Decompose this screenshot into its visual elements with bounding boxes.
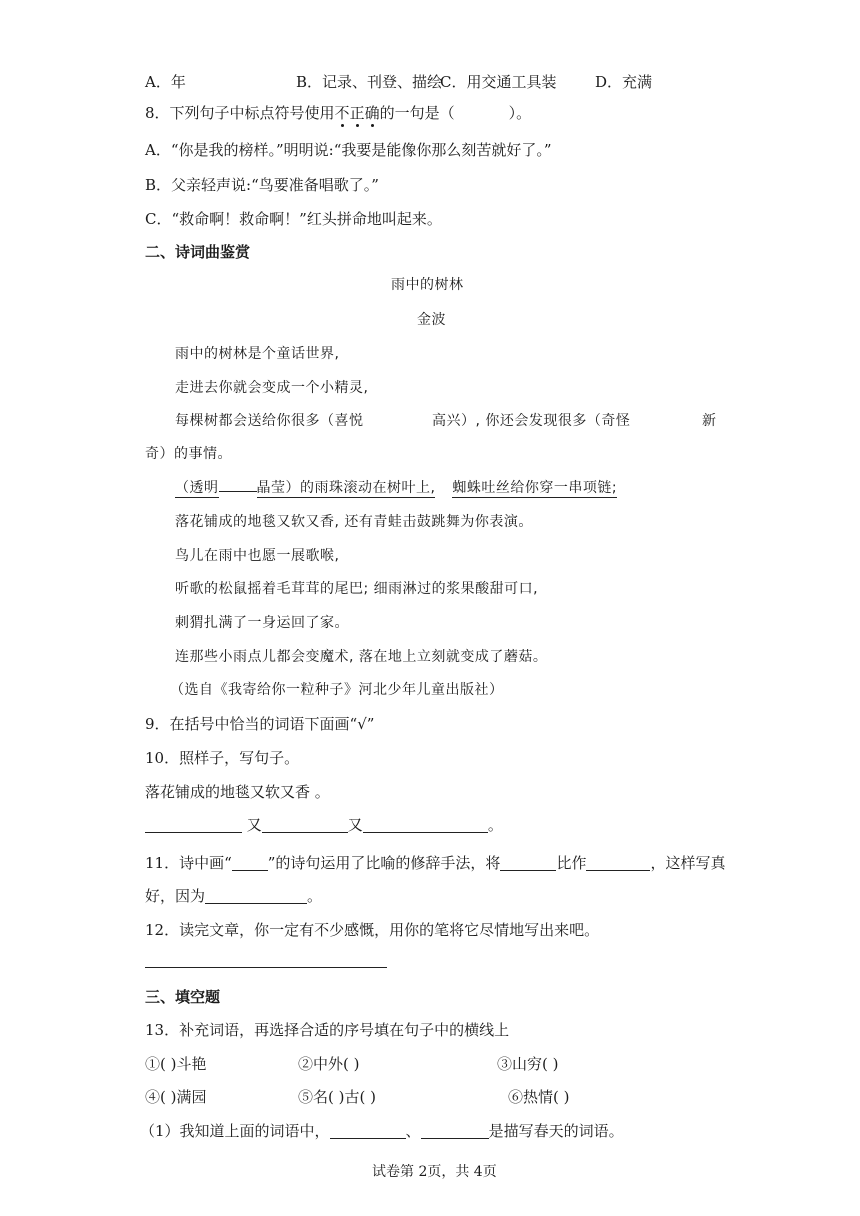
- question-8: [145, 103, 531, 123]
- poem-line-7: 听歌的松鼠摇着毛茸茸的尾巴; 细雨淋过的浆果酸甜可口,: [175, 581, 539, 597]
- word-item-6: ⑥热情( ): [508, 1088, 570, 1106]
- q10-answer-line: [145, 815, 503, 835]
- underline-sample: [232, 854, 268, 871]
- question-11-cont: [145, 886, 322, 906]
- section-3-heading: 三、填空题: [145, 988, 221, 1006]
- q8-suffix: 的一句是（: [379, 104, 455, 122]
- q13-sub-text: 是描写春天的词语。: [488, 1122, 624, 1140]
- q11-text: ”的诗句运用了比喻的修辞手法，将: [267, 854, 501, 872]
- answer-blank[interactable]: [330, 1122, 406, 1139]
- question-13: 13．补充词语，再选择合适的序号填在句子中的横线上: [145, 1021, 510, 1039]
- poem-line-8: 刺猬扎满了一身运回了家。: [175, 615, 349, 631]
- q12-answer-line[interactable]: [145, 967, 387, 968]
- underlined-gap: [219, 490, 257, 492]
- answer-blank[interactable]: [205, 887, 307, 904]
- poem-line-5: 落花铺成的地毯又软又香, 还有青蛙击鼓跳舞为你表演。: [175, 514, 533, 530]
- answer-blank[interactable]: [500, 854, 556, 871]
- q8-close: ）。: [508, 104, 532, 122]
- q10-end: 。: [487, 816, 503, 834]
- poem-line-3d: 奇）的事情。: [145, 446, 232, 462]
- answer-blank[interactable]: [586, 854, 650, 871]
- underlined-text: 晶莹）的雨珠滚动在树叶上,: [256, 480, 436, 496]
- q11-text: 好，因为: [145, 887, 206, 905]
- underlined-text: 蜘蛛吐丝给你穿一串项链;: [452, 480, 618, 496]
- word-item-3: ③山穷( ): [497, 1055, 559, 1073]
- emphasis-dot-char: 确: [364, 104, 380, 122]
- underlined-text: （透明: [175, 480, 219, 496]
- q8-option-a: A．“你是我的榜样。”明明说:“我要是能像你那么刻苦就好了。”: [145, 141, 552, 159]
- q7-option-d: D．充满: [595, 73, 653, 91]
- q7-option-b: B．记录、刊登、描绘: [296, 73, 443, 91]
- q13-sub-text: 、: [405, 1122, 421, 1140]
- page-footer: 试卷第 2页，共 4页: [372, 1164, 497, 1180]
- poem-line-6: 鸟儿在雨中也愿一展歌喉,: [175, 548, 340, 564]
- answer-blank[interactable]: [262, 816, 348, 833]
- answer-blank[interactable]: [363, 816, 488, 833]
- question-11: [145, 853, 725, 873]
- q8-option-b: B．父亲轻声说:“鸟要准备唱歌了。”: [145, 176, 379, 194]
- poem-title: 雨中的树林: [391, 277, 464, 293]
- q10-connector: 又: [347, 816, 363, 834]
- q10-example: 落花铺成的地毯又软又香 。: [145, 783, 330, 801]
- poem-line-9: 连那些小雨点儿都会变魔术, 落在地上立刻就变成了蘑菇。: [175, 649, 548, 665]
- q7-option-c: C．用交通工具装: [440, 73, 557, 91]
- emphasis-dot-char: 正: [349, 104, 365, 122]
- emphasis-dot-char: 不: [334, 104, 350, 122]
- poem-line-3c: 新: [702, 413, 717, 429]
- answer-blank[interactable]: [145, 816, 242, 833]
- word-item-4: ④( )满园: [145, 1088, 207, 1106]
- poem-line-1: 雨中的树林是个童话世界,: [175, 346, 340, 362]
- q13-sub-text: （1）我知道上面的词语中，: [140, 1122, 330, 1140]
- word-item-5: ⑤名( )古( ): [298, 1088, 376, 1106]
- question-9: 9．在括号中恰当的词语下面画“√”: [145, 715, 375, 733]
- question-12: 12．读完文章，你一定有不少感慨，用你的笔将它尽情地写出来吧。: [145, 921, 600, 939]
- poem-line-3b: 高兴）, 你还会发现很多（奇怪: [432, 413, 631, 429]
- q8-prefix: 8．下列句子中标点符号使用: [145, 104, 335, 122]
- poem-line-2: 走进去你就会变成一个小精灵,: [175, 380, 369, 396]
- section-2-heading: 二、诗词曲鉴赏: [145, 243, 251, 261]
- word-item-1: ①( )斗艳: [145, 1055, 207, 1073]
- q11-text: ，这样写真: [650, 854, 726, 872]
- q10-connector: 又: [246, 816, 262, 834]
- q8-option-c: C．“救命啊！救命啊！”红头拼命地叫起来。: [145, 210, 442, 228]
- q11-text: 。: [307, 887, 323, 905]
- q11-text: 11．诗中画“: [145, 854, 232, 872]
- question-10: 10．照样子，写句子。: [145, 749, 300, 767]
- poem-line-3a: 每棵树都会送给你很多（喜悦: [175, 413, 364, 429]
- poem-line-4: [175, 478, 617, 498]
- word-item-2: ②中外( ): [298, 1055, 360, 1073]
- poem-author: 金波: [417, 312, 446, 328]
- answer-blank[interactable]: [421, 1122, 489, 1139]
- poem-source: （选自《我寄给你一粒种子》河北少年儿童出版社）: [170, 682, 504, 698]
- q7-option-a: A．年: [145, 73, 186, 91]
- q13-sub-1: [140, 1121, 624, 1141]
- q11-text: 比作: [556, 854, 587, 872]
